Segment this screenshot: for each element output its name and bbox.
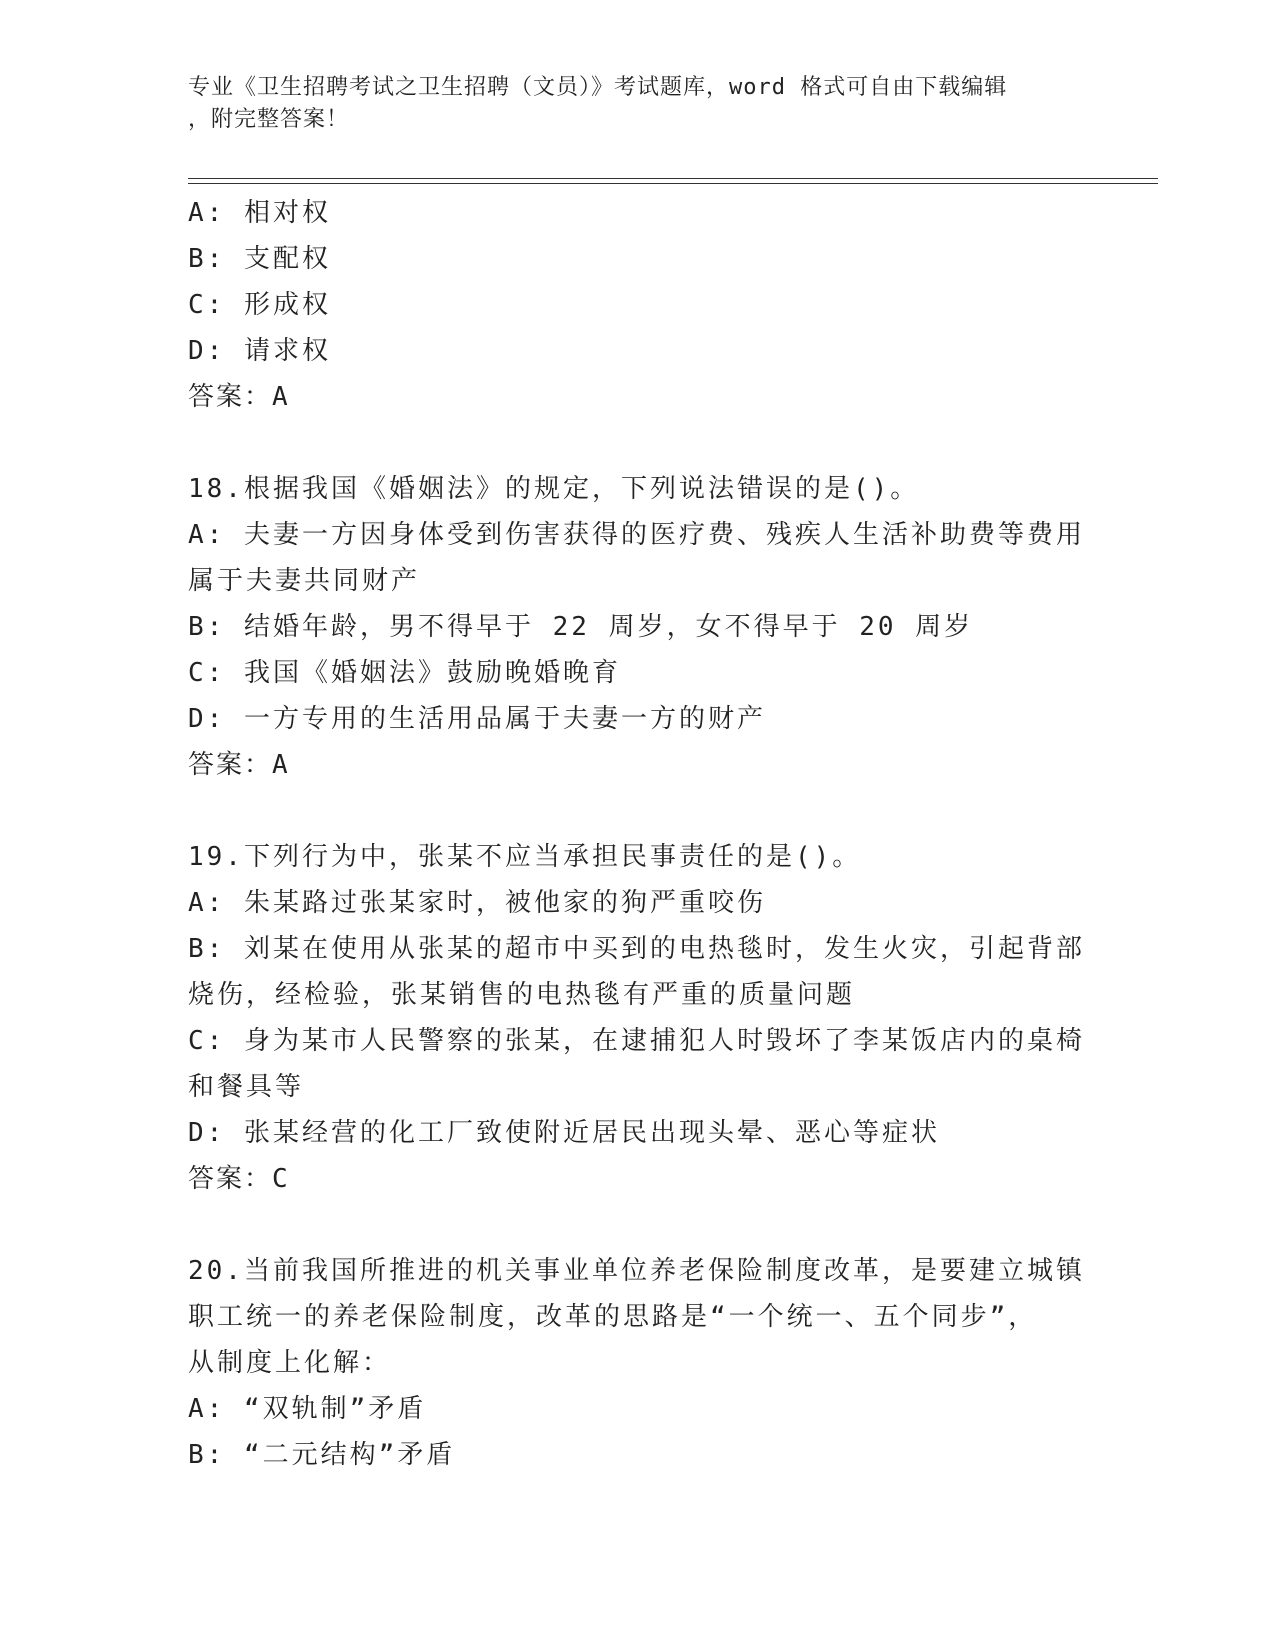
q19-answer [188,1156,1088,1202]
q20-option-a: A: “双轨制”矛盾 [188,1394,427,1424]
q18-option-d: D: 一方专用的生活用品属于夫妻一方的财产 [188,704,766,734]
answer-value: C [272,1164,290,1194]
q18-option-a-line-2: 属于夫妻共同财产 [188,566,421,596]
spacer [188,788,1088,834]
q19-option-b-line-1: B: 刘某在使用从张某的超市中买到的电热毯时，发生火灾，引起背部 [188,934,1085,964]
header-divider-bottom [188,183,1158,184]
q19-option-d: D: 张某经营的化工厂致使附近居民出现头晕、恶心等症状 [188,1118,940,1148]
question-18 [188,466,1088,788]
q20-stem-line-3: 从制度上化解： [188,1348,392,1378]
answer-label: 答案： [188,750,273,780]
q19-option-c-line-1: C: 身为某市人民警察的张某，在逮捕犯人时毁坏了李某饭店内的桌椅 [188,1026,1085,1056]
header-line-2: ，附完整答案！ [188,107,350,132]
answer-label: 答案： [188,1164,273,1194]
answer-label: 答案： [188,382,273,412]
q17-option-a: A: 相对权 [188,198,331,228]
q17-answer [188,374,1088,420]
q17-option-c: C: 形成权 [188,290,331,320]
q19-option-b-line-2: 烧伤，经检验，张某销售的电热毯有严重的质量问题 [188,980,856,1010]
question-17 [188,190,1088,420]
question-content [188,190,1088,1478]
q17-option-d: D: 请求权 [188,336,331,366]
header-line-1: 专业《卫生招聘考试之卫生招聘（文员）》考试题库，word 格式可自由下载编辑 [188,75,1008,100]
spacer [188,420,1088,466]
q18-option-b: B: 结婚年龄，男不得早于 22 周岁，女不得早于 20 周岁 [188,612,974,642]
answer-value: A [272,750,290,780]
document-header [188,72,1068,136]
q19-option-c-line-2: 和餐具等 [188,1072,305,1102]
q20-option-b: B: “二元结构”矛盾 [188,1440,456,1470]
q17-option-b: B: 支配权 [188,244,331,274]
q18-answer [188,742,1088,788]
q18-stem: 18.根据我国《婚姻法》的规定，下列说法错误的是()。 [188,474,920,504]
spacer [188,1202,1088,1248]
q19-stem: 19.下列行为中，张某不应当承担民事责任的是()。 [188,842,862,872]
question-19 [188,834,1088,1202]
question-20 [188,1248,1088,1478]
q18-option-c: C: 我国《婚姻法》鼓励晚婚晚育 [188,658,621,688]
header-divider-top [188,178,1158,179]
q20-stem-line-1: 20.当前我国所推进的机关事业单位养老保险制度改革，是要建立城镇 [188,1256,1085,1286]
answer-value: A [272,382,290,412]
q20-stem-line-2: 职工统一的养老保险制度，改革的思路是“一个统一、五个同步”， [188,1302,1038,1332]
q18-option-a-line-1: A: 夫妻一方因身体受到伤害获得的医疗费、残疾人生活补助费等费用 [188,520,1085,550]
q19-option-a: A: 朱某路过张某家时，被他家的狗严重咬伤 [188,888,766,918]
